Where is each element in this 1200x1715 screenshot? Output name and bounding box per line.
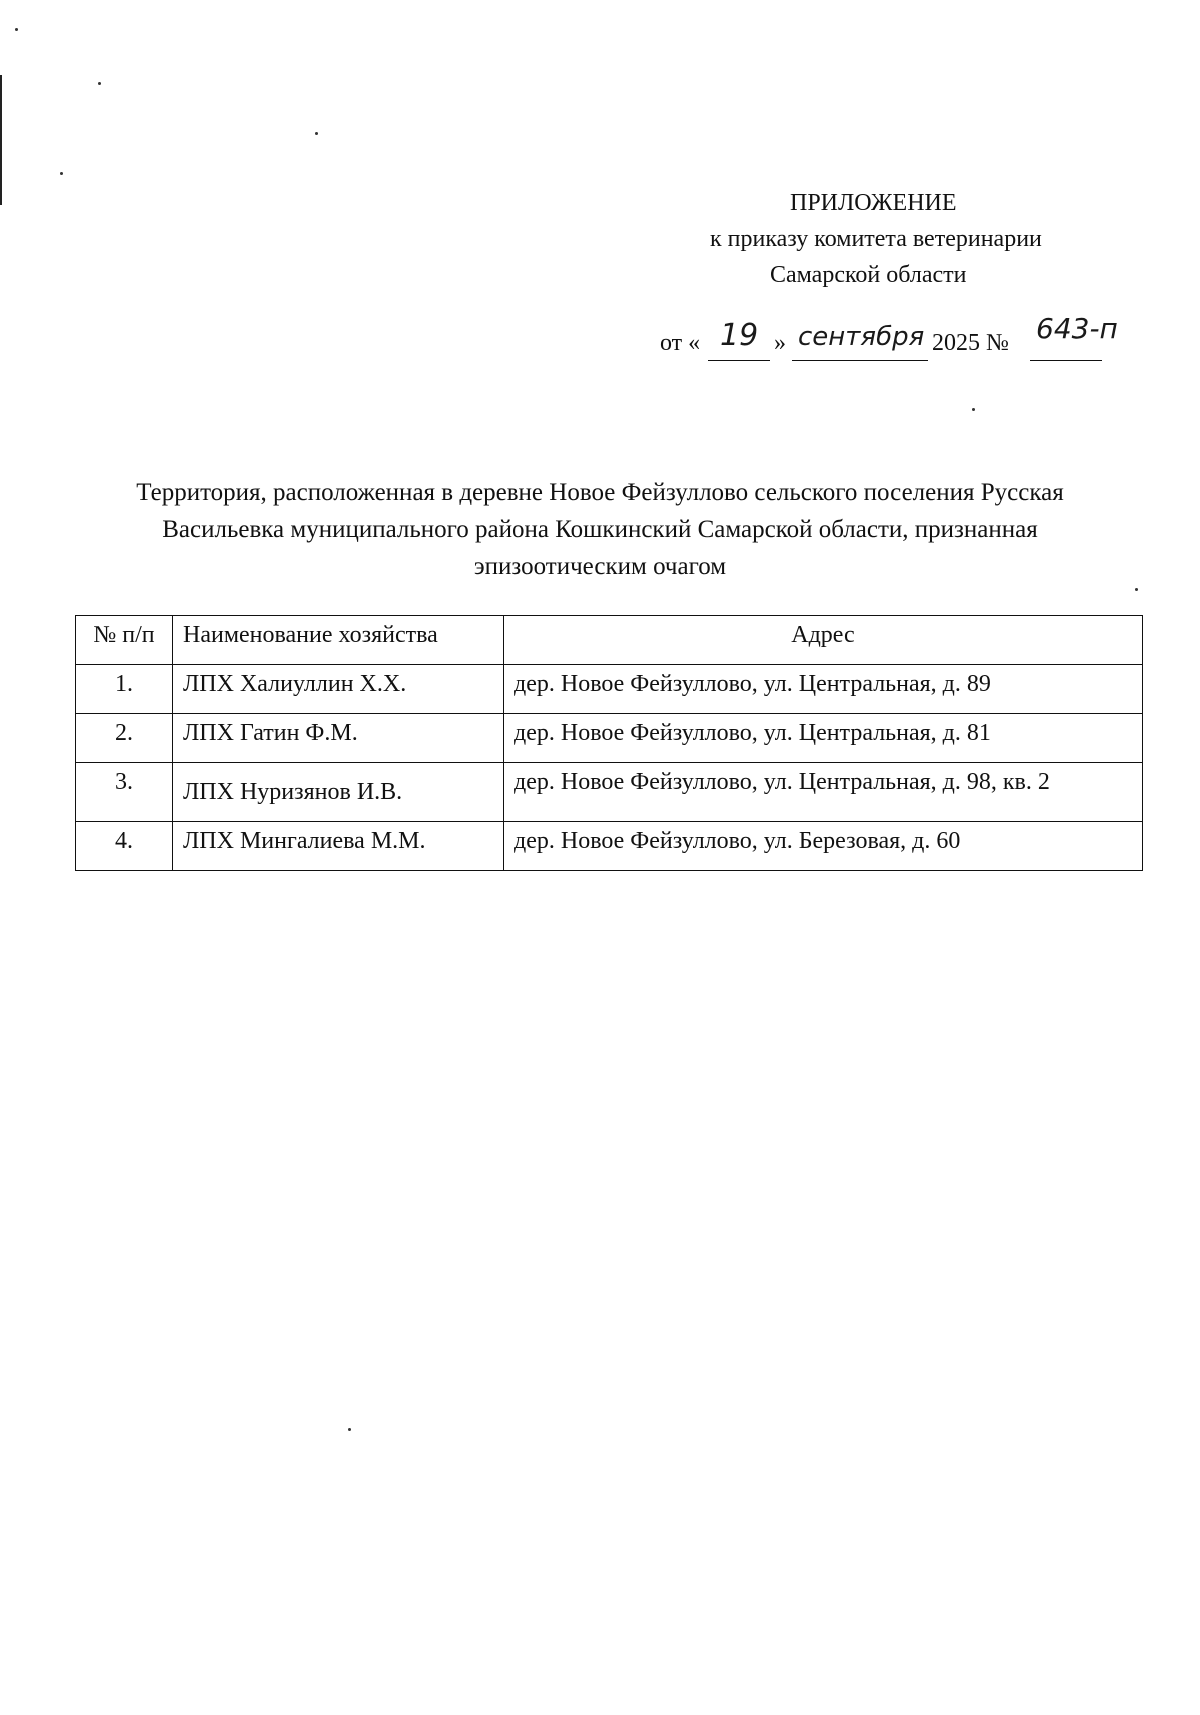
- scan-edge-line: [0, 75, 2, 205]
- scan-speck: [15, 28, 18, 31]
- header-address: Адрес: [504, 616, 1143, 665]
- row-household: ЛПХ Гатин Ф.М.: [173, 714, 504, 763]
- day-underline: [708, 360, 770, 361]
- scan-speck: [60, 172, 63, 175]
- table-row: [76, 822, 1143, 871]
- month-underline: [792, 360, 928, 361]
- document-title: Территория, расположенная в деревне Новое Фейзуллово сельского поселения Русская Васильевка муниципального района Кошкинский Самарской области, признанная эпизоотическим очагом: [136, 479, 1064, 580]
- order-number: 643-п: [1036, 312, 1118, 345]
- header-number: № п/п: [76, 616, 173, 665]
- row-address: дер. Новое Фейзуллово, ул. Центральная, д. 89: [504, 665, 1143, 714]
- appendix-order-ref: к приказу комитета ветеринарии: [710, 226, 1042, 252]
- scan-speck: [98, 82, 101, 85]
- row-household: ЛПХ Мингалиева М.М.: [173, 822, 504, 871]
- row-number: 4.: [76, 822, 173, 871]
- row-address: дер. Новое Фейзуллово, ул. Березовая, д. 60: [504, 822, 1143, 871]
- row-number: 3.: [76, 763, 173, 822]
- order-day: 19: [720, 318, 759, 353]
- table-row: [76, 763, 1143, 822]
- appendix-region: Самарской области: [770, 262, 967, 288]
- table-row: [76, 665, 1143, 714]
- scan-speck: [348, 1428, 351, 1431]
- row-address: дер. Новое Фейзуллово, ул. Центральная, д. 98, кв. 2: [504, 763, 1143, 822]
- households-table: [75, 615, 1143, 871]
- scan-speck: [315, 132, 318, 135]
- row-number: 2.: [76, 714, 173, 763]
- table-header-row: [76, 616, 1143, 665]
- order-year: 2025 №: [932, 330, 1009, 356]
- order-month: сентября: [798, 322, 925, 352]
- row-household: ЛПХ Нуризянов И.В.: [173, 763, 504, 822]
- table-row: [76, 714, 1143, 763]
- row-address: дер. Новое Фейзуллово, ул. Центральная, д. 81: [504, 714, 1143, 763]
- appendix-title: ПРИЛОЖЕНИЕ: [790, 190, 957, 216]
- number-underline: [1030, 360, 1102, 361]
- scan-speck: [1135, 588, 1138, 591]
- header-household: Наименование хозяйства: [173, 616, 504, 665]
- scan-speck: [972, 408, 975, 411]
- order-prefix: от «: [660, 330, 701, 356]
- row-number: 1.: [76, 665, 173, 714]
- row-household: ЛПХ Халиуллин Х.Х.: [173, 665, 504, 714]
- order-close-quote: »: [774, 330, 786, 356]
